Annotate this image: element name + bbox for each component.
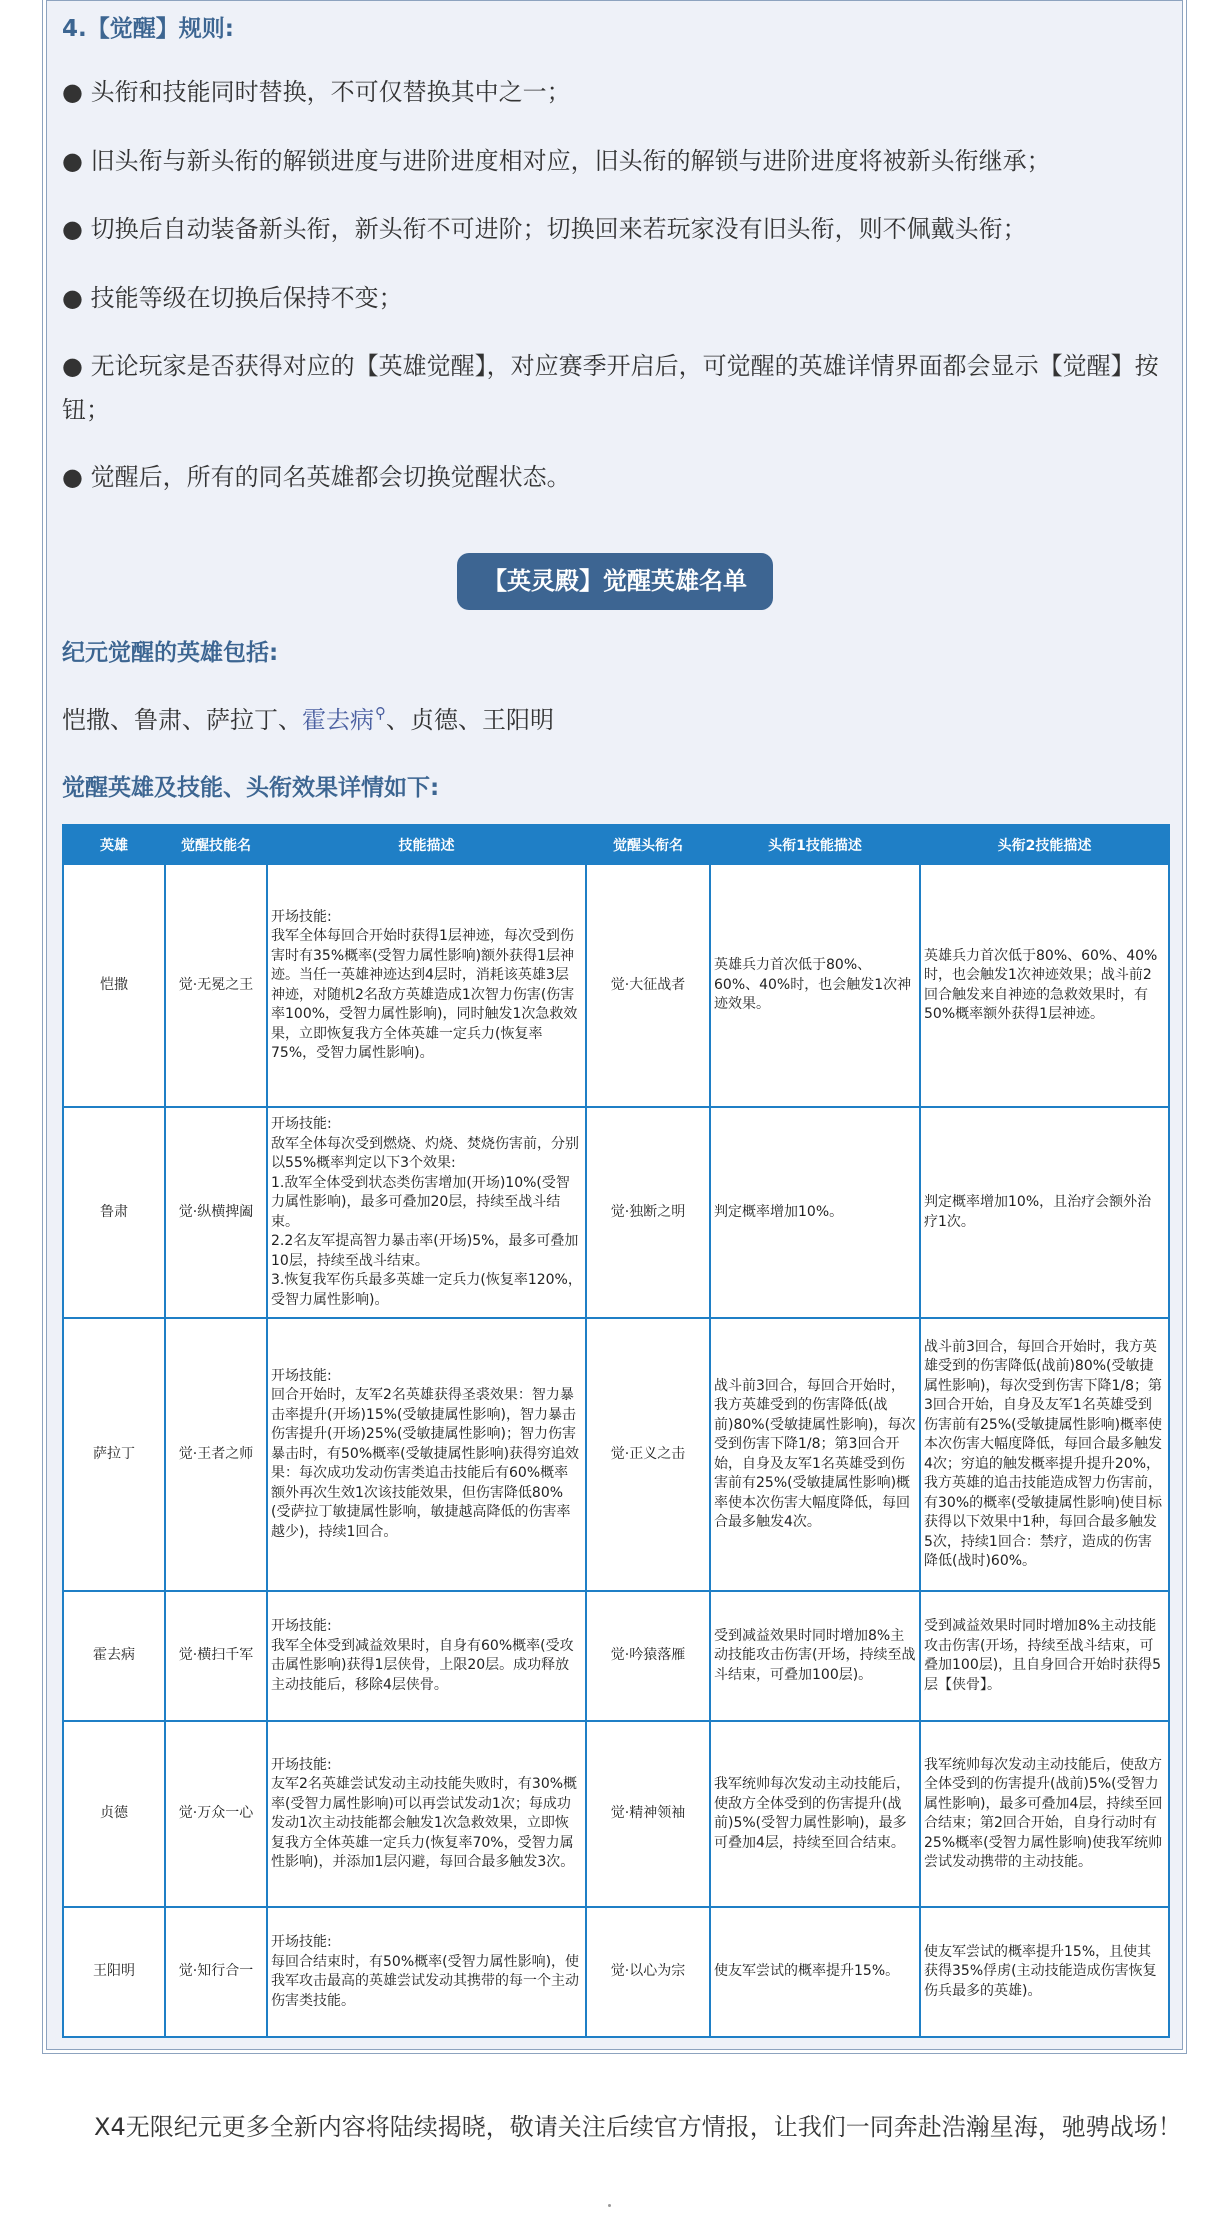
hero-cell: 王阳明 <box>63 1907 165 2037</box>
column-header: 觉醒头衔名 <box>586 825 710 864</box>
title2-desc-cell: 受到减益效果时同时增加8%主动技能攻击伤害(开场，持续至战斗结束，可叠加100层)，且自身回合开始时获得5层【侠骨】。 <box>920 1591 1169 1721</box>
rule-item: ● 旧头衔与新头衔的解锁进度与进阶进度相对应，旧头衔的解锁与进阶进度将被新头衔继承； <box>62 147 1051 175</box>
hero-list-after: 、贞德、王阳明 <box>386 706 554 734</box>
skill-desc-cell: 开场技能: 友军2名英雄尝试发动主动技能失败时，有30%概率(受智力属性影响)可以再尝试发动1次；每成功发动1次主动技能都会触发1次急救效果，立即恢复我方全体英雄一定兵力(恢复率70%，受智力属性影响)，并添加1层闪避，每回合最多触发3次。 <box>267 1721 586 1907</box>
skill-cell: 觉·无冕之王 <box>165 864 267 1107</box>
title-cell: 觉·吟猿落雁 <box>586 1591 710 1721</box>
column-header: 技能描述 <box>267 825 586 864</box>
hero-list-button[interactable]: 【英灵殿】觉醒英雄名单 <box>457 553 773 610</box>
table-header-row <box>63 825 1169 864</box>
hero-cell: 贞德 <box>63 1721 165 1907</box>
table-row <box>63 864 1169 1107</box>
skill-cell: 觉·知行合一 <box>165 1907 267 2037</box>
hero-cell: 霍去病 <box>63 1591 165 1721</box>
title2-desc-cell: 使友军尝试的概率提升15%，且使其获得35%俘虏(主动技能造成伤害恢复伤兵最多的英雄)。 <box>920 1907 1169 2037</box>
title-cell: 觉·以心为宗 <box>586 1907 710 2037</box>
details-title: 觉醒英雄及技能、头衔效果详情如下: <box>62 775 440 801</box>
title1-desc-cell: 战斗前3回合，每回合开始时，我方英雄受到的伤害降低(战前)80%(受敏捷属性影响)，每次受到伤害下降1/8；第3回合开始，自身及友军1名英雄受到伤害前有25%(受敏捷属性影响)概率使本次伤害大幅度降低，每回合最多触发4次。 <box>710 1318 920 1591</box>
rule-item: ● 技能等级在切换后保持不变； <box>62 284 403 312</box>
skill-cell: 觉·纵横捭阖 <box>165 1107 267 1318</box>
title-cell: 觉·正义之击 <box>586 1318 710 1591</box>
title2-desc-cell: 英雄兵力首次低于80%、60%、40%时，也会触发1次神迹效果；战斗前2回合触发来自神迹的急救效果时，有50%概率额外获得1层神迹。 <box>920 864 1169 1107</box>
rule-item: ● 觉醒后，所有的同名英雄都会切换觉醒状态。 <box>62 463 571 491</box>
column-header: 英雄 <box>63 825 165 864</box>
title-cell: 觉·精神领袖 <box>586 1721 710 1907</box>
hero-cell: 鲁肃 <box>63 1107 165 1318</box>
skill-cell: 觉·横扫千军 <box>165 1591 267 1721</box>
section-title: 4.【觉醒】规则: <box>62 16 234 42</box>
title2-desc-cell: 战斗前3回合，每回合开始时，我方英雄受到的伤害降低(战前)80%(受敏捷属性影响)，每次受到伤害下降1/8；第3回合开始，自身及友军1名英雄受到伤害前有25%(受敏捷属性影响)概率使本次伤害大幅度降低，每回合最多触发4次；穷追的触发概率提升提升20%，我方英雄的追击技能造成智力伤害前，有30%的概率(受敏捷属性影响)使目标获得以下效果中1种，每回合最多触发5次，持续1回合：禁疗，造成的伤害降低(战时)60%。 <box>920 1318 1169 1591</box>
title1-desc-cell: 我军统帅每次发动主动技能后，使敌方全体受到的伤害提升(战前)5%(受智力属性影响)，最多可叠加4层，持续至回合结束。 <box>710 1721 920 1907</box>
title-cell: 觉·大征战者 <box>586 864 710 1107</box>
column-header: 觉醒技能名 <box>165 825 267 864</box>
hero-list <box>62 700 554 735</box>
hero-link-huoqubing[interactable]: 霍去病⚲ <box>302 704 386 734</box>
era-title: 纪元觉醒的英雄包括: <box>62 640 279 666</box>
table-row <box>63 1591 1169 1721</box>
table-row <box>63 1107 1169 1318</box>
hero-details-table <box>62 824 1170 2038</box>
table-row <box>63 1721 1169 1907</box>
title1-desc-cell: 受到减益效果时同时增加8%主动技能攻击伤害(开场，持续至战斗结束，可叠加100层)。 <box>710 1591 920 1721</box>
skill-cell: 觉·王者之师 <box>165 1318 267 1591</box>
title2-desc-cell: 判定概率增加10%，且治疗会额外治疗1次。 <box>920 1107 1169 1318</box>
divider-dot <box>608 2204 611 2207</box>
skill-desc-cell: 开场技能: 每回合结束时，有50%概率(受智力属性影响)，使我军攻击最高的英雄尝试发动其携带的每一个主动伤害类技能。 <box>267 1907 586 2037</box>
hero-cell: 恺撒 <box>63 864 165 1107</box>
skill-desc-cell: 开场技能: 敌军全体每次受到燃烧、灼烧、焚烧伤害前，分别以55%概率判定以下3个效果: 1.敌军全体受到状态类伤害增加(开场)10%(受智力属性影响)，最多可叠加20层，持续至战斗结束。 2.2名友军提高智力暴击率(开场)5%，最多可叠加10层，持续至战斗结束。 3.恢复我军伤兵最多英雄一定兵力(恢复率120%，受智力属性影响)。 <box>267 1107 586 1318</box>
title1-desc-cell: 使友军尝试的概率提升15%。 <box>710 1907 920 2037</box>
hero-cell: 萨拉丁 <box>63 1318 165 1591</box>
column-header: 头衔2技能描述 <box>920 825 1169 864</box>
magnifier-icon[interactable]: ⚲ <box>375 704 386 722</box>
rule-item: ● 头衔和技能同时替换，不可仅替换其中之一； <box>62 78 571 106</box>
footer-paragraph: X4无限纪元更多全新内容将陆续揭晓，敬请关注后续官方情报，让我们一同奔赴浩瀚星海，驰骋战场！ <box>94 2113 1182 2141</box>
hero-list-before: 恺撒、鲁肃、萨拉丁、 <box>62 706 302 734</box>
table-row <box>63 1907 1169 2037</box>
rule-item: ● 切换后自动装备新头衔，新头衔不可进阶；切换回来若玩家没有旧头衔，则不佩戴头衔； <box>62 215 1027 243</box>
title-cell: 觉·独断之明 <box>586 1107 710 1318</box>
skill-desc-cell: 开场技能: 回合开始时，友军2名英雄获得圣裘效果：智力暴击率提升(开场)15%(受敏捷属性影响)，智力暴击伤害提升(开场)25%(受敏捷属性影响)；智力伤害暴击时，有50%概率(受敏捷属性影响)获得穷追效果：每次成功发动伤害类追击技能后有60%概率额外再次生效1次该技能效果，但伤害降低80%(受萨拉丁敏捷属性影响，敏捷越高降低的伤害率越少)，持续1回合。 <box>267 1318 586 1591</box>
rule-item: ● 无论玩家是否获得对应的【英雄觉醒】，对应赛季开启后，可觉醒的英雄详情界面都会显示【觉醒】按钮； <box>62 352 1159 424</box>
column-header: 头衔1技能描述 <box>710 825 920 864</box>
title2-desc-cell: 我军统帅每次发动主动技能后，使敌方全体受到的伤害提升(战前)5%(受智力属性影响)，最多可叠加4层，持续至回合结束；第2回合开始，自身行动时有25%概率(受智力属性影响)使我军统帅尝试发动携带的主动技能。 <box>920 1721 1169 1907</box>
title1-desc-cell: 判定概率增加10%。 <box>710 1107 920 1318</box>
skill-desc-cell: 开场技能: 我军全体每回合开始时获得1层神迹，每次受到伤害时有35%概率(受智力属性影响)额外获得1层神迹。当任一英雄神迹达到4层时，消耗该英雄3层神迹，对随机2名敌方英雄造成1次智力伤害(伤害率100%，受智力属性影响)，同时触发1次急救效果，立即恢复我方全体英雄一定兵力(恢复率75%，受智力属性影响)。 <box>267 864 586 1107</box>
skill-desc-cell: 开场技能: 我军全体受到减益效果时，自身有60%概率(受攻击属性影响)获得1层侠骨，上限20层。成功释放主动技能后，移除4层侠骨。 <box>267 1591 586 1721</box>
title1-desc-cell: 英雄兵力首次低于80%、60%、40%时，也会触发1次神迹效果。 <box>710 864 920 1107</box>
skill-cell: 觉·万众一心 <box>165 1721 267 1907</box>
table-row <box>63 1318 1169 1591</box>
